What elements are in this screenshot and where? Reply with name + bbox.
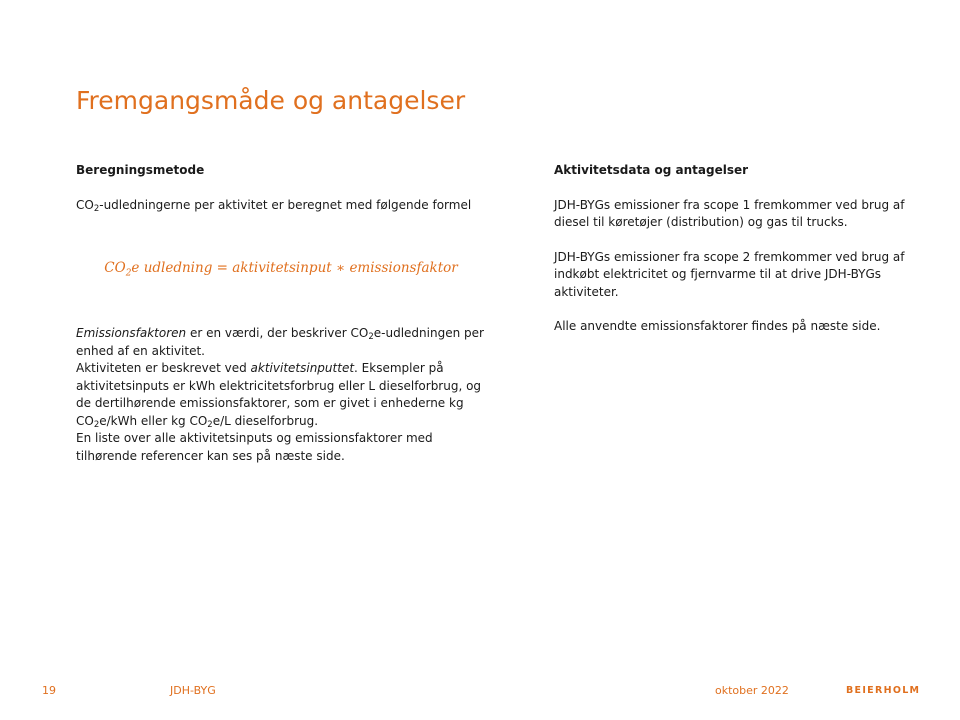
method-heading: Beregningsmetode [76, 163, 205, 177]
scope2-paragraph: JDH-BYGs emissioner fra scope 2 fremkommer ved brug af indkøbt elektricitet og fjernvarme til at drive JDH-BYGs aktiviteter. [554, 249, 905, 299]
scope1-paragraph: JDH-BYGs emissioner fra scope 1 fremkommer ved brug af diesel til køretøjer (distribution) og gas til trucks. [554, 197, 905, 229]
footer-company: JDH-BYG [170, 684, 216, 697]
page-number: 19 [42, 684, 56, 697]
method-explanation [76, 325, 486, 465]
factors-note: Alle anvendte emissionsfaktorer findes på næste side. [554, 319, 881, 333]
emission-formula: $CO_2e$ udledning = aktivitetsinput ∗ emissionsfaktor [104, 260, 458, 279]
page-title: Fremgangsmåde og antagelser [76, 86, 466, 115]
beierholm-logo: BEIERHOLM [846, 685, 921, 696]
reference-paragraph: En liste over alle aktivitetsinputs og emissionsfaktorer med tilhørende referencer kan ses på næste side. [76, 431, 433, 463]
method-intro: $CO_2$-udledningerne per aktivitet er beregnet med følgende formel [76, 197, 472, 214]
activity-data-column [554, 162, 914, 336]
emission-factor-paragraph: Emissionsfaktoren er en værdi, der beskriver $CO_2e$-udledningen per enhed af en aktivitet. [76, 326, 484, 358]
activity-data-heading: Aktivitetsdata og antagelser [554, 163, 749, 177]
footer-date: oktober 2022 [715, 684, 789, 697]
method-column [76, 162, 486, 214]
activity-paragraph: Aktiviteten er beskrevet ved aktivitetsinputtet. Eksempler på aktivitetsinputs er kWh elektricitetsforbrug eller L dieselforbrug, og de dertilhørende emissionsfaktorer, som er givet i enhederne kg $CO_2e$/kWh eller kg $CO_2e/L$ dieselforbrug. [76, 361, 482, 430]
